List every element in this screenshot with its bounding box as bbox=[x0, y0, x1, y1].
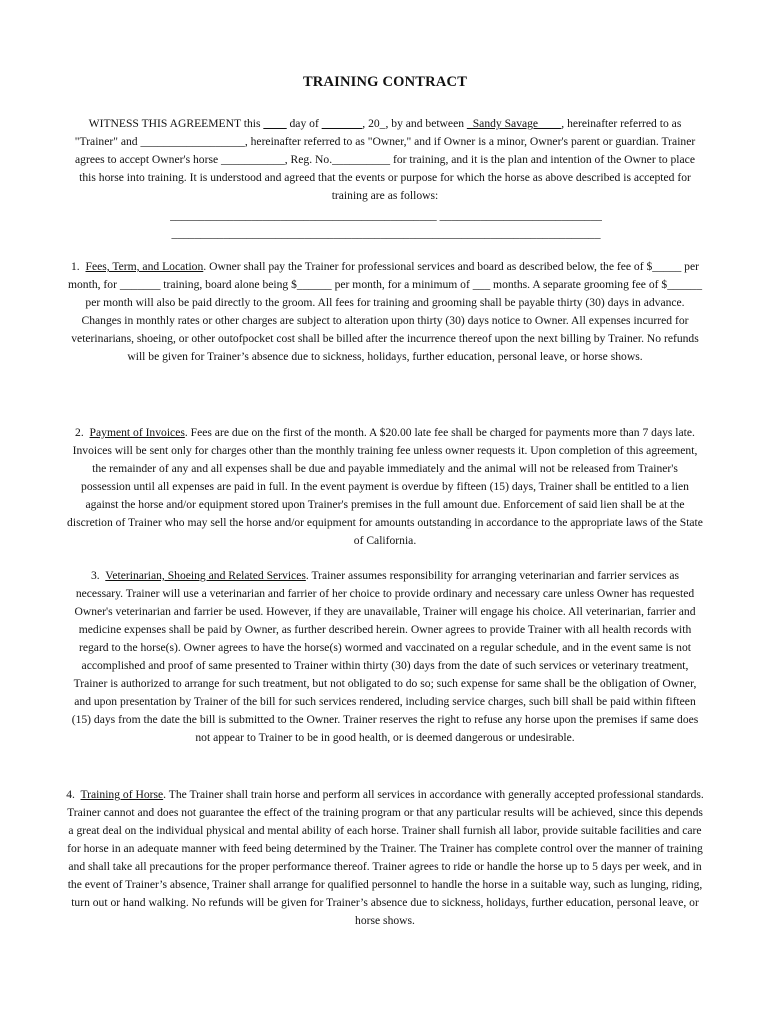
section-number: 3. bbox=[90, 569, 100, 582]
section-body: . Owner shall pay the Trainer for professional services and board as described below, the fee of $_____ per month, for _______ training, board alone being $______ per month, for a minimum of ___ months. A separate grooming fee of $______ per month will also be paid directly to the groom. All fees for training and grooming shall be payable thirty (30) days in advance. Changes in monthly rates or other charges are subject to alteration upon thirty (30) days notice to Owner. All expenses incurred for veterinarians, shoeing, or other outofpocket cost shall be billed after the incurrence thereof upon the next billing by Trainer. No refunds will be given for Trainer’s absence due to sickness, holidays, further education, personal leave, or horse shows. bbox=[67, 260, 702, 363]
section-body: . Fees are due on the first of the month. A $20.00 late fee shall be charged for payments more than 7 days late. Invoices will be sent only for charges other than the monthly training fee unless owner requests it. Upon completion of this agreement, the remainder of any and all expenses shall be due and payable immediately and the animal will not be released from Trainer's possession until all expenses are paid in full. In the event payment is overdue by fifteen (15) days, Trainer shall be entitled to a lien against the horse and/or equipment stored upon Trainer's premises in the full amount due. Enforcement of said lien shall be at the discretion of Trainer who may sell the horse and/or equipment for amounts outstanding in accordance to the appropriate laws of the State of California. bbox=[67, 426, 703, 547]
section-heading: Veterinarian, Shoeing and Related Services bbox=[105, 569, 306, 582]
trainer-name: _Sandy Savage____ bbox=[466, 117, 562, 130]
section-heading: Fees, Term, and Location bbox=[85, 260, 204, 273]
section-number: 1. bbox=[71, 260, 80, 273]
section-heading: Payment of Invoices bbox=[89, 426, 185, 439]
witness-rest: , hereinafter referred to as "Trainer" and __________________, hereinafter referred to as "Owner," and if Owner is a minor, Owner's parent or guardian. Trainer agrees to accept Owner's horse ___________, Reg. No.__________ for training, and it is the plan and intention of the Owner to place this horse into training. It is understood and agreed that the events or purpose for which the horse as above described is accepted for training are as follows: bbox=[74, 117, 696, 202]
section-veterinarian bbox=[66, 567, 704, 747]
witness-day-text: day of bbox=[286, 117, 322, 130]
section-number: 4. bbox=[66, 788, 75, 801]
purpose-blank-line: ______________________________________________ ____________________________ bbox=[170, 209, 602, 222]
document-title: TRAINING CONTRACT bbox=[302, 74, 468, 90]
section-body: . The Trainer shall train horse and perform all services in accordance with generally accepted professional standards. Trainer cannot and does not guarantee the effect of the training program or that any particular results will be achieved, since this depends a great deal on the individual physical and mental ability of each horse. Trainer shall furnish all labor, provide suitable facilities and care for horse in an adequate manner with feed being determined by the Trainer. The Trainer has complete control over the manner of training and shall take all precautions for the proper performance thereof. Trainer agrees to ride or handle the horse up to 5 days per week, and in the event of Trainer’s absence, Trainer shall arrange for qualified personnel to handle the horse in a suitable way, such as lunging, riding, turn out or hand walking. No refunds will be given for Trainer’s absence due to sickness, holidays, further education, personal leave, or horse shows. bbox=[67, 788, 704, 927]
section-body: . Trainer assumes responsibility for arranging veterinarian and farrier services as necessary. Trainer will use a veterinarian and farrier of her choice to provide ordinary and necessary care unless Owner has requested Owner's veterinarian and farrier be used. However, if they are unavailable, Trainer will engage his choice. All veterinarian, farrier and medicine expenses shall be paid by Owner, as further described herein. Owner agrees to provide Trainer with all health records with regard to the horse(s). Owner agrees to have the horse(s) wormed and vaccinated on a regular schedule, and in the event same is not accomplished and proof of same presented to Trainer within thirty (30) days from the date of such services or veterinary treatment, Trainer is authorized to arrange for such treatment, but not obligated to do so; such expense for same shall be the obligation of Owner, and upon presentation by Trainer of the bill for such services rendered, including service charges, such bill shall be paid within fifteen (15) days from the date the bill is submitted to the Owner. Trainer reserves the right to refuse any horse upon the premises if same does not appear to Trainer to be in good health, or is deemed dangerous or undesirable. bbox=[71, 569, 699, 744]
blank-day: ____ bbox=[263, 117, 287, 130]
section-payment bbox=[66, 424, 704, 550]
witness-paragraph bbox=[66, 115, 704, 205]
purpose-blank-line: __________________________________________________________________________ bbox=[171, 227, 601, 240]
witness-year-text: , 20_, by and between bbox=[362, 117, 467, 130]
section-number: 2. bbox=[75, 426, 84, 439]
section-heading: Training of Horse bbox=[80, 788, 164, 801]
blank-month: _______ bbox=[321, 117, 363, 130]
witness-prefix: WITNESS THIS AGREEMENT this bbox=[88, 117, 264, 130]
section-fees bbox=[66, 258, 704, 366]
section-training bbox=[66, 786, 704, 930]
